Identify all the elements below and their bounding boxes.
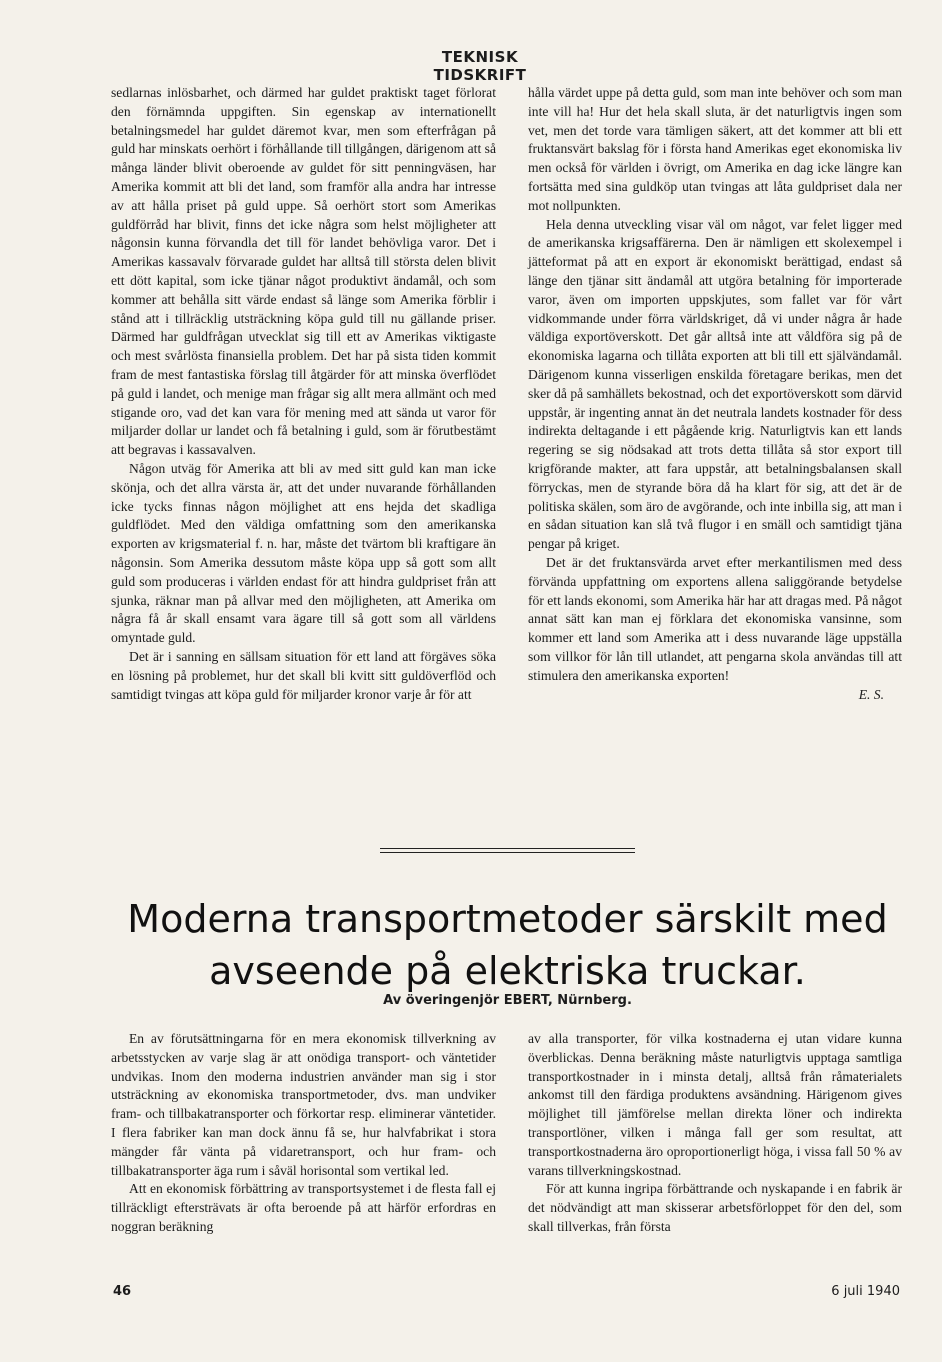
paragraph: hålla värdet uppe på detta guld, som man inte behöver och som man inte vill ha! Hur det hela skall sluta, är det naturligtvis ingen som vet, men det torde vara tämligen säkert, att det kommer att bli ett fruktansvärt bakslag för i första hand Amerikas eget ekonomiska liv men också för världen i övrigt, om Amerika en dag icke längre kan fortsätta med sina guldköp utan tvingas att låta guldpriset dala ner mot nollpunkten. — [528, 85, 902, 213]
paragraph: Någon utväg för Amerika att bli av med sitt guld kan man icke skönja, och det allra värsta är, att det under nuvarande förhållanden icke tycks finnas någon möjlighet att ens hejda det skadliga guldflödet. Med den väldiga omfattning som den amerikanska exporten av krigsmaterial f. n. har, måste det tvärtom bli kraftigare än någonsin. Som Amerika dessutom måste köpa upp så gott som allt guld som produceras i världen endast för att hindra guldpriset från att sjunka, räknar man på allvar med den möjligheten, att Amerika om några få år skall ensamt vara ägare till så gott som all världens omyntade guld. — [111, 460, 496, 646]
paragraph: För att kunna ingripa förbättrande och nyskapande i en fabrik är det nödvändigt att man skisserar arbetsförloppet för den del, som skall tillverkas, från första — [528, 1181, 902, 1234]
bottom-right-column — [528, 1030, 902, 1237]
paragraph: En av förutsättningarna för en mera ekonomisk tillverkning av arbetsstycken av varje slag är att onödiga transport- och väntetider undvikas. Inom den moderna industrien använder man sig i stor utsträckning av ekonomiska transportmetoder, dvs. man undviker fram- och tillbakatransporter och förkortar resp. eliminerar väntetider. I flera fabriker kan man dock ännu få se, hur halvfabrikat i stora mängder får vänta på vidaretransport, och hur fram- och tillbakatransporter äga rum i såväl horisontal som vertikal led. — [111, 1031, 496, 1178]
page-number: 46 — [113, 1284, 132, 1299]
article-headline: Moderna transportmetoder särskilt med avseende på elektriska truckar. — [127, 897, 888, 993]
bottom-left-column — [111, 1030, 496, 1237]
paragraph: Det är det fruktansvärda arvet efter merkantilismen med dess förvända uppfattning om exportens allena saliggörande betydelse för ett lands ekonomi, som Amerika här har att dragas med. På något annat sätt kan man ej förklara det ekonomiska vansinne, som kommer ett land som Amerika att i dess nuvarande läge uppställa som villkor för lån till utlandet, att pengarna skola användas till att stimulera den amerikanska exporten! — [528, 554, 902, 683]
paragraph: Hela denna utveckling visar väl om något, var felet ligger med de amerikanska krigsaffärerna. Den är nämligen ett skolexempel i jätteformat på att en export är ekonomiskt berättigad, endast så länge den tjänar sitt ändamål att utgöra betalning för importerade varor, även om importen uppskjutes, som fallet var för vårt vidkommande under förra världskriget, då vi under några år hade väldiga exportöverskott. Det går alltså inte att våldföra sig på de ekonomiska lagarna och tillåta exporten att bli till ett självändamål. Därigenom kunna visserligen enskilda företagare berikas, men det sker då på samhällets bekostnad, och det exportöverskott som därvid uppstår, är ingenting annat än det neutrala landets kostnader för dess indirekta deltagande i ett pågående krig. Naturligtvis kan ett lands regering se sig nödsakad att trots detta tillåta så stor export till krigförande makter, att fara uppstår, att betalningsbalansen skall förryckas, men de styrande böra då ha klart för sig, att det är de politiska skälen, som äro de avgörande, och inte inbilla sig, att man i en sådan situation kan slå två flugor i en smäll och samtidigt tjäna pengar på kriget. — [528, 216, 902, 552]
paragraph: av alla transporter, för vilka kostnaderna ej utan vidare kunna överblickas. Denna beräkning måste naturligtvis upptaga samtliga transportkostnader in i minsta detalj, alltså från råmaterialets ankomst till den färdiga produktens avsändning. Härigenom gives möjlighet till jämförelse mellan direkta löner och indirekta transportlöner, vilken i många fall ger som resultat, att transportkostnaderna äro oproportionerligt höga, i vissa fall 50 % av varans tillverkningskostnad. — [528, 1031, 902, 1178]
signature: E. S. — [858, 686, 884, 702]
article-byline: Av överingenjör EBERT, Nürnberg. — [383, 993, 632, 1008]
top-left-column — [111, 84, 496, 704]
paragraph: sedlarnas inlösbarhet, och därmed har guldet praktiskt taget förlorat den förnämnda uppgiften. Sin egenskap av internationellt betalningsmedel har guldet däremot kvar, men som efterfrågan på guld har minskats oerhört i förhållande till tillgången, därigenom att så många länder blivit oberoende av guldet för sitt penningväsen, har Amerika kommit att bli det land, som framför alla andra har intresse av att hålla priset på guld uppe. Så oerhört stort som Amerikas guldförråd har blivit, finns det icke några som helst möjligheter att någonsin kunna förvandla det till för landet behövliga varor. Det i Amerikas kassavalv förvarade guldet har alltså till största delen blivit ett dött kapital, som icke tjänar något produktivt ändamål, och som kommer att behålla sitt värde endast så länge som Amerika förblir i stånd att i tillräcklig utsträckning köpa guld till nu gällande priser. Därmed har guldfrågan utvecklat sig till ett av Amerikas viktigaste och mest svårlösta finansiella problem. Det har på sista tiden kommit fram de mest fantastiska förslag till åtgärder för att minska överflödet på guld i landet, och menige man frågar sig allt mera allmänt och med stigande oro, vad det kan vara för mening med att sända ut varor för miljarder dollar ur landet och få betalning i guld, som är förutbestämt att begravas i kassavalven. — [111, 85, 496, 458]
masthead: TEKNISK TIDSKRIFT — [433, 48, 527, 84]
top-right-column — [528, 84, 902, 704]
issue-date: 6 juli 1940 — [831, 1284, 900, 1299]
section-divider — [380, 848, 635, 853]
paragraph: Det är i sanning en sällsam situation för ett land att förgäves söka en lösning på problemet, hur det skall bli kvitt sitt guldöverflöd och samtidigt tvingas att köpa guld för miljarder kronor varje år för att — [111, 648, 496, 702]
paragraph: Att en ekonomisk förbättring av transportsystemet i de flesta fall ej tillräckligt eftersträvats är ofta beroende på att härför erfordras en noggran beräkning — [111, 1181, 496, 1234]
